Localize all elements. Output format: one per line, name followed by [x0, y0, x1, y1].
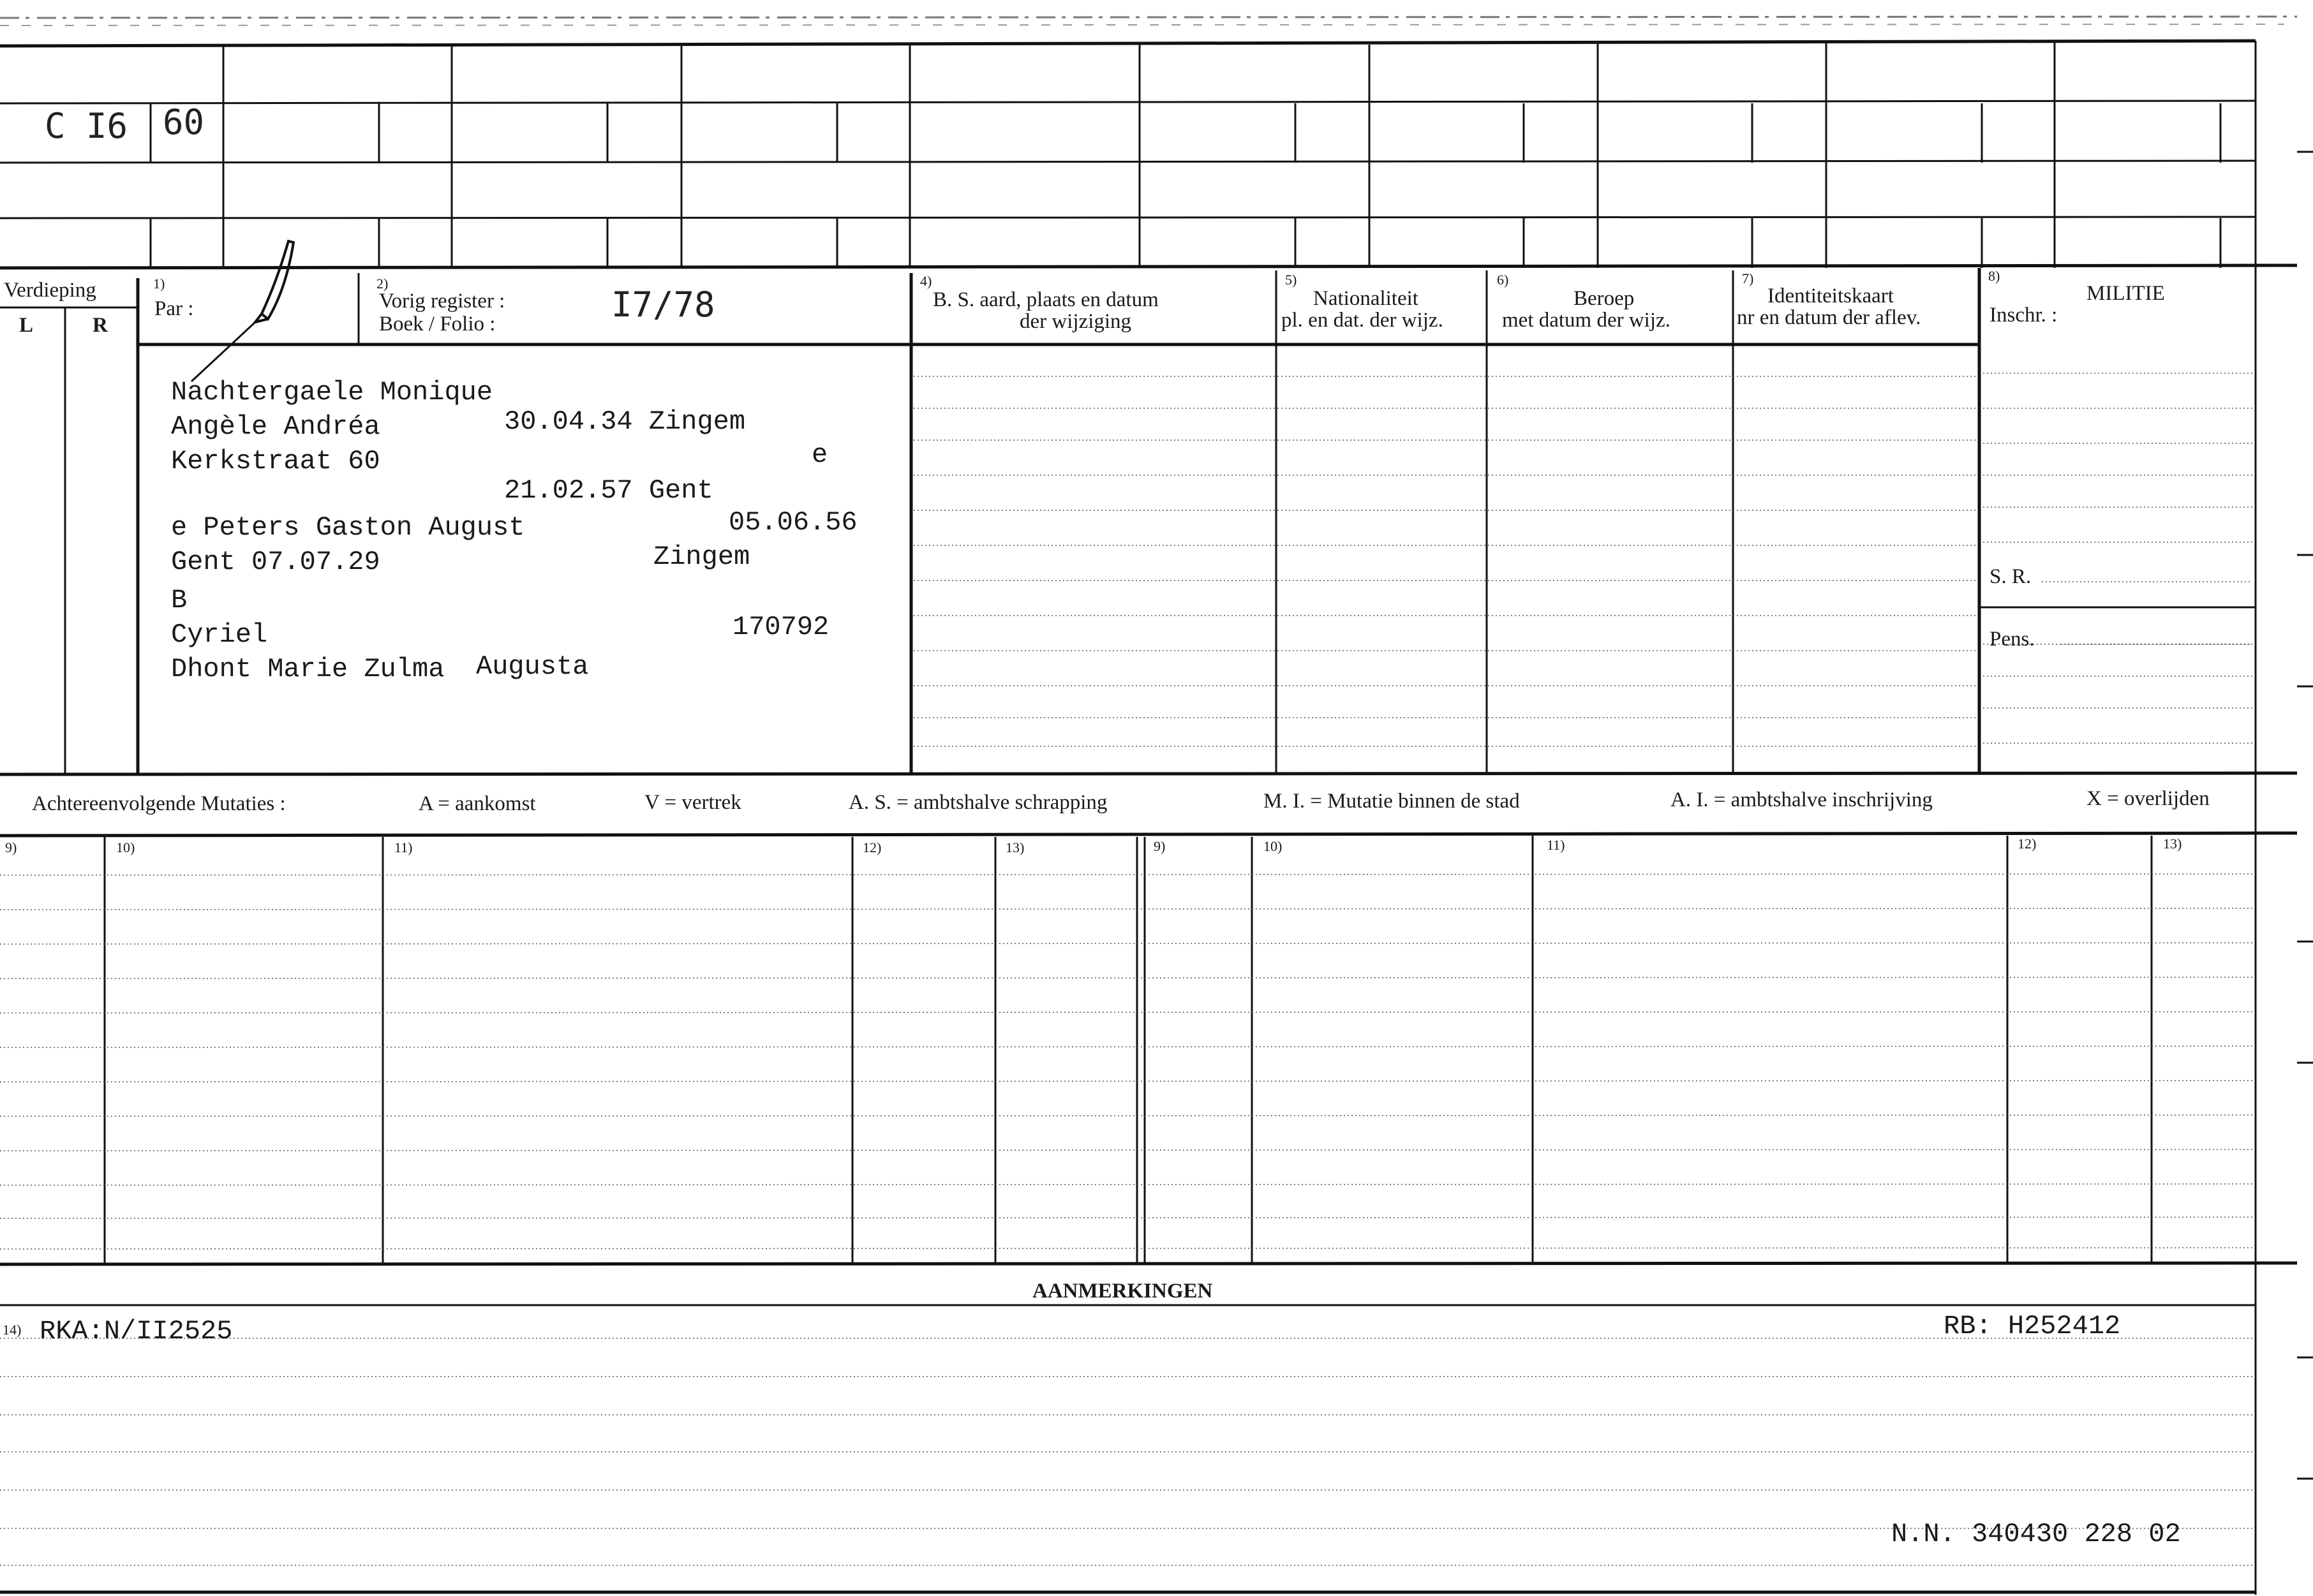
- father-name: Cyriel: [171, 619, 268, 650]
- par-label: Par :: [154, 297, 194, 320]
- spouse-birth: Gent 07.07.29: [171, 547, 380, 577]
- inschr-label: Inschr. :: [1989, 304, 2058, 327]
- address-mark: e: [812, 440, 828, 470]
- remarks-number: 14): [3, 1322, 22, 1338]
- col-11-left: 11): [394, 839, 413, 855]
- col-10-left: 10): [116, 839, 135, 855]
- legend-ai: A. I. = ambtshalve inschrijving: [1670, 788, 1933, 811]
- col-12-right: 12): [2018, 836, 2037, 852]
- verdieping-label: Verdieping: [4, 279, 96, 302]
- main-dotted-rows: [914, 373, 2256, 746]
- col-12-left: 12): [863, 839, 882, 855]
- col-10-right: 10): [1263, 838, 1283, 854]
- legend-title: Achtereenvolgende Mutaties :: [32, 792, 286, 815]
- right-label: R: [93, 314, 108, 337]
- mutations-legend: [32, 787, 2210, 815]
- card-number: 60: [163, 102, 205, 142]
- col-9-right: 9): [1154, 838, 1166, 854]
- remarks-title: AANMERKINGEN: [1032, 1280, 1213, 1303]
- nat-label-line1: Nationaliteit: [1313, 287, 1418, 310]
- mother-name: Dhont Marie Zulma: [171, 654, 445, 684]
- nat-label-line2: pl. en dat. der wijz.: [1281, 309, 1443, 332]
- legend-v: V = vertrek: [644, 791, 741, 814]
- rb-reference: RB: H252412: [1944, 1311, 2121, 1341]
- birth-date-place: 30.04.34 Zingem: [504, 406, 746, 437]
- col-9-left: 9): [5, 839, 17, 855]
- nat-number: 5): [1285, 272, 1297, 288]
- vorig-number: 2): [376, 276, 389, 292]
- boek-label: Boek / Folio :: [379, 313, 496, 336]
- col-11-right: 11): [1547, 837, 1565, 853]
- card-code: C I6: [45, 106, 128, 146]
- right-edge-ticks: [2297, 152, 2313, 1479]
- bs-label-line2: der wijziging: [1020, 310, 1132, 333]
- bs-label-line1: B. S. aard, plaats en datum: [933, 288, 1159, 311]
- militie-label: MILITIE: [2086, 282, 2165, 305]
- pen-icon: [191, 241, 294, 381]
- legend-mi: M. I. = Mutatie binnen de stad: [1263, 790, 1520, 813]
- par-number: 1): [153, 276, 165, 292]
- vorig-label: Vorig register :: [379, 290, 505, 313]
- person-details: [171, 377, 858, 684]
- header-grid: [0, 42, 2297, 268]
- legend-as: A. S. = ambtshalve schrapping: [849, 791, 1108, 814]
- beroep-label-line2: met datum der wijz.: [1502, 309, 1670, 332]
- reference-number: 170792: [733, 612, 829, 642]
- torn-top-edge: [0, 17, 2297, 26]
- col-13-left: 13): [1006, 839, 1025, 855]
- spouse-place: Zingem: [653, 542, 750, 572]
- national-number: N.N. 340430 228 02: [1891, 1519, 2181, 1549]
- mother-name-cont: Augusta: [476, 651, 589, 682]
- spouse-date: 05.06.56: [729, 507, 858, 538]
- bs-number: 4): [920, 273, 932, 289]
- mutations-table: [0, 833, 2297, 1264]
- marriage-date-place: 21.02.57 Gent: [504, 475, 713, 506]
- person-name: Nachtergaele Monique: [171, 377, 493, 408]
- legend-x: X = overlijden: [2086, 787, 2210, 810]
- legend-a: A = aankomst: [419, 792, 536, 815]
- sr-label: S. R.: [1989, 565, 2032, 588]
- register-value: I7/78: [611, 284, 715, 325]
- id-label-line1: Identiteitskaart: [1767, 284, 1894, 307]
- top-border: [0, 41, 2256, 46]
- col-13-right: 13): [2163, 836, 2182, 852]
- pens-label: Pens.: [1989, 628, 2035, 651]
- address: Kerkstraat 60: [171, 446, 380, 477]
- left-label: L: [19, 314, 34, 337]
- status-letter: B: [171, 585, 188, 616]
- spouse-name: e Peters Gaston August: [171, 512, 525, 543]
- id-label-line2: nr en datum der aflev.: [1737, 306, 1921, 329]
- id-number: 7): [1742, 270, 1754, 286]
- person-first-names: Angèle Andréa: [171, 411, 380, 442]
- rka-reference: RKA:N/II2525: [40, 1316, 233, 1347]
- militie-number: 8): [1988, 268, 2000, 284]
- beroep-number: 6): [1497, 272, 1509, 288]
- beroep-label-line1: Beroep: [1573, 287, 1635, 310]
